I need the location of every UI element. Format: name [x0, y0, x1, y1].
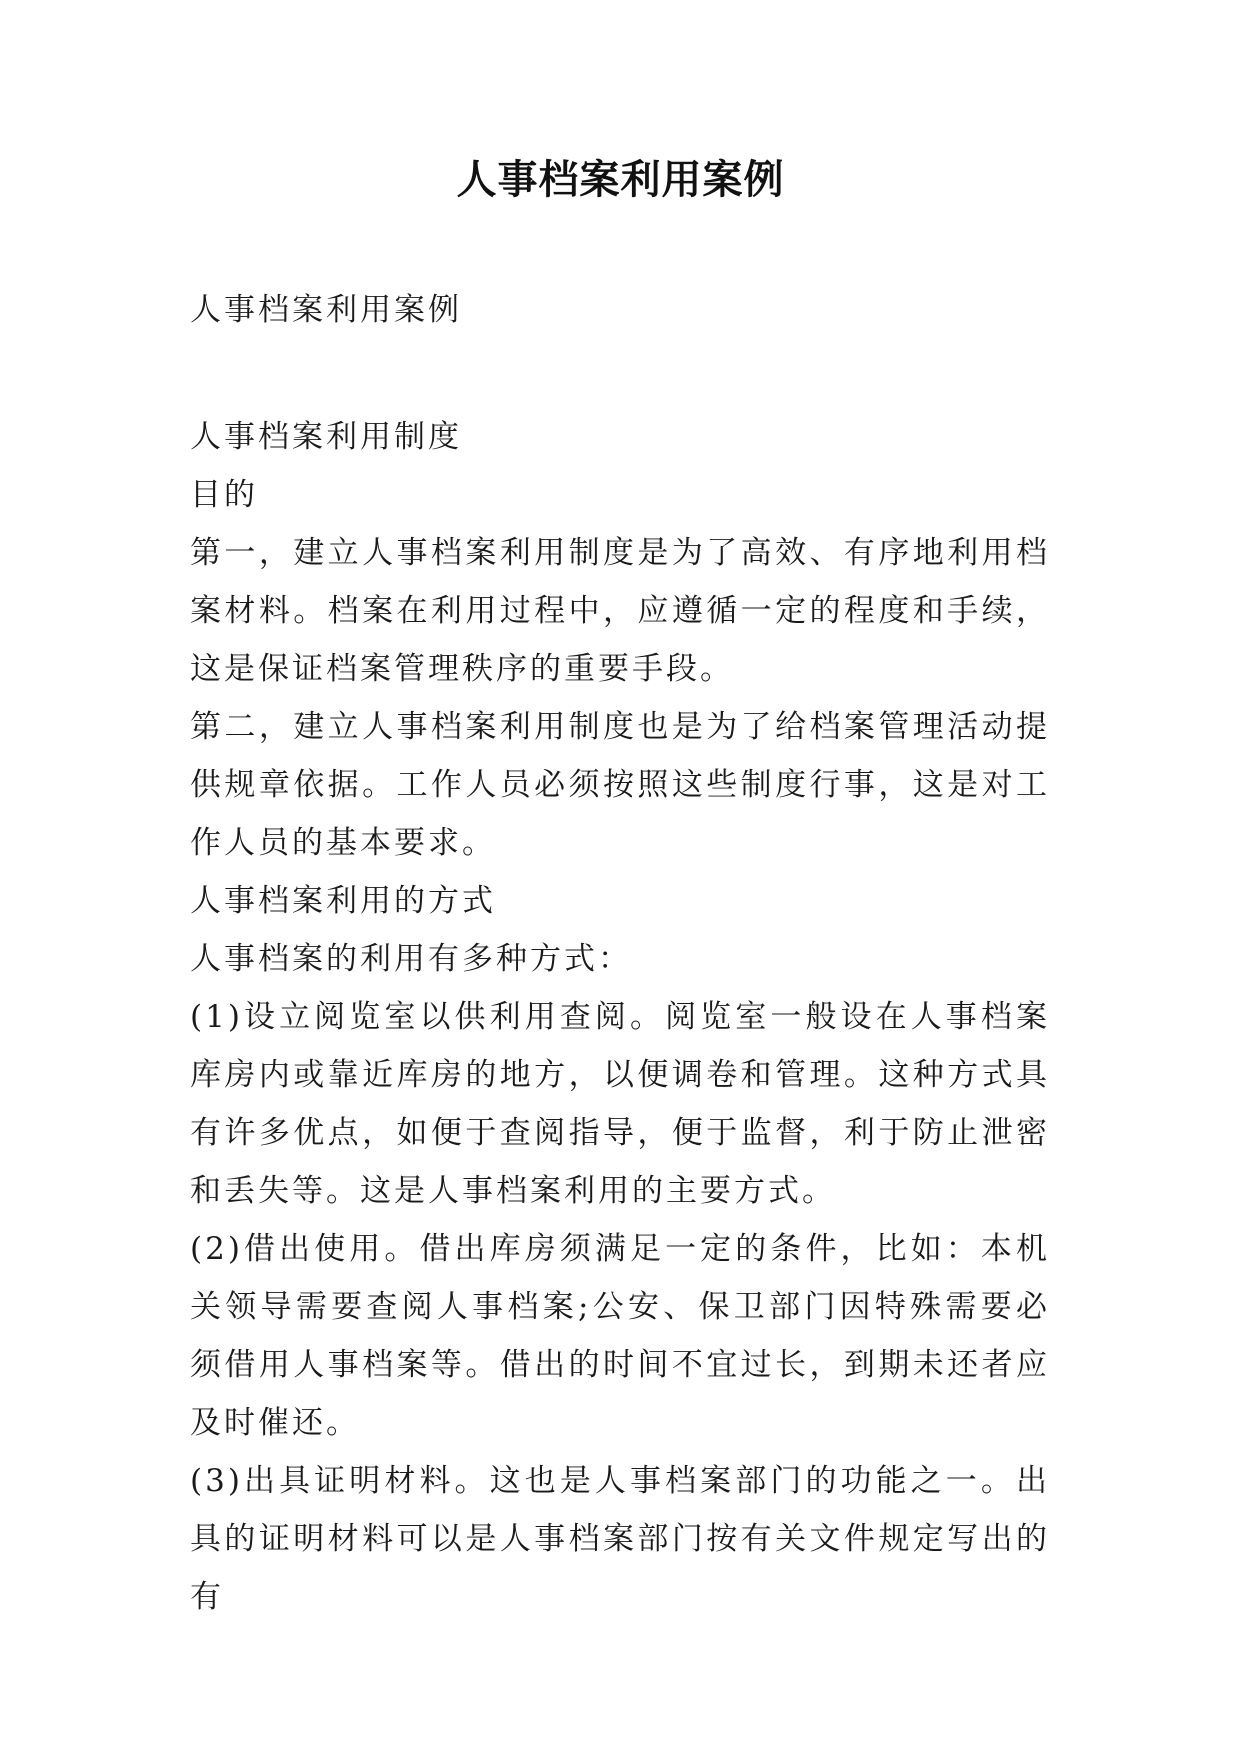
paragraph: 第二，建立人事档案利用制度也是为了给档案管理活动提供规章依据。工作人员必须按照这些制度行事，这是对工作人员的基本要求。 — [190, 709, 1050, 861]
document-title: 人事档案利用案例 — [456, 156, 785, 203]
document-subtitle: 人事档案利用案例 — [190, 292, 462, 328]
document-body — [190, 408, 1050, 1626]
paragraph: (2)借出使用。借出库房须满足一定的条件，比如：本机关领导需要查阅人事档案;公安、保卫部门因特殊需要必须借用人事档案等。借出的时间不宜过长，到期未还者应及时催还。 — [190, 1231, 1050, 1441]
paragraph: 第一，建立人事档案利用制度是为了高效、有序地利用档案材料。档案在利用过程中，应遵循一定的程度和手续，这是保证档案管理秩序的重要手段。 — [190, 535, 1050, 687]
paragraph: 人事档案的利用有多种方式： — [190, 941, 632, 977]
paragraph-heading-system: 人事档案利用制度 — [190, 419, 462, 455]
paragraph: (1)设立阅览室以供利用查阅。阅览室一般设在人事档案库房内或靠近库房的地方，以便调卷和管理。这种方式具有许多优点，如便于查阅指导，便于监督，利于防止泄密和丢失等。这是人事档案利用的主要方式。 — [190, 999, 1050, 1209]
paragraph-heading-purpose: 目的 — [190, 477, 258, 513]
paragraph-heading-methods: 人事档案利用的方式 — [190, 883, 496, 919]
paragraph: (3)出具证明材料。这也是人事档案部门的功能之一。出具的证明材料可以是人事档案部门按有关文件规定写出的有 — [190, 1463, 1050, 1615]
